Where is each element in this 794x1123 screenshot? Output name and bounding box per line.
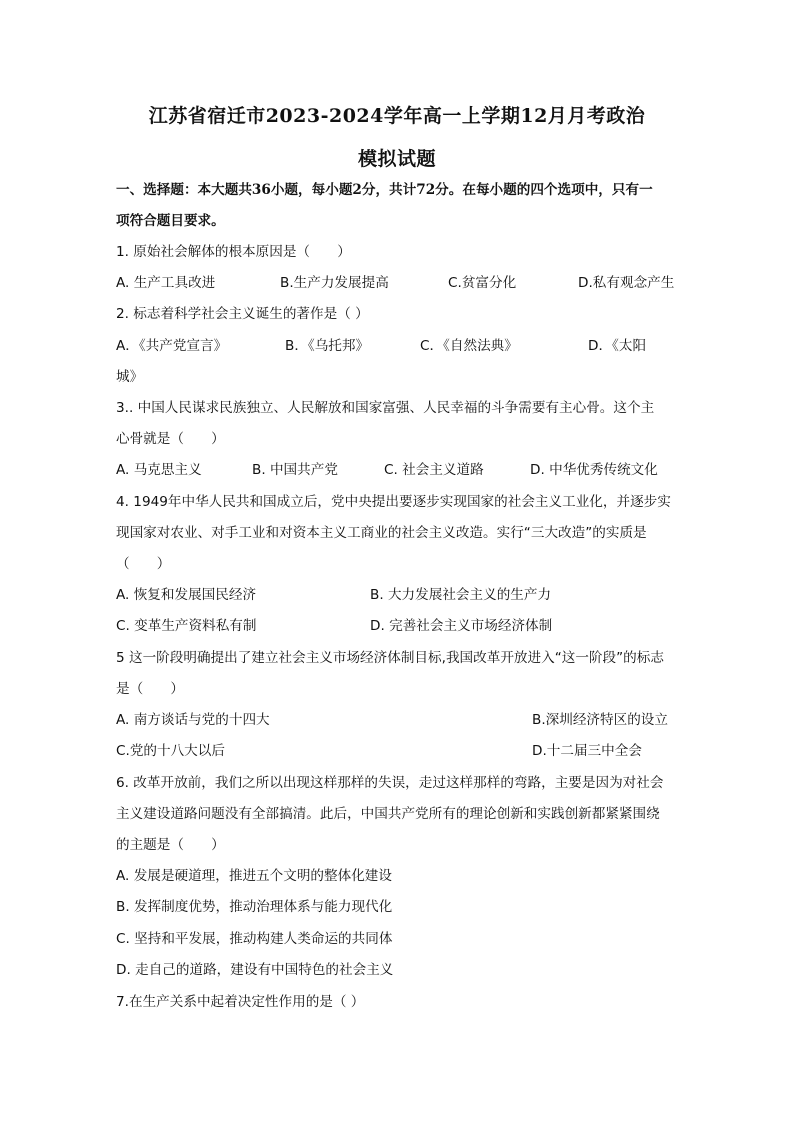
- question-5-option-a: A. 南方谈话与党的十四大: [116, 712, 270, 728]
- section-heading-cont: 项符合题目要求。: [116, 213, 225, 229]
- question-2-stem: 2. 标志着科学社会主义诞生的著作是（ ）: [116, 306, 369, 322]
- question-3-option-a: A. 马克思主义: [116, 462, 202, 478]
- question-2-option-b: B．《乌托邦》: [285, 338, 370, 354]
- question-4-option-d: D. 完善社会主义市场经济体制: [370, 618, 553, 634]
- question-5-stem: 5 这一阶段明确提出了建立社会主义市场经济体制目标,我国改革开放进入“这一阶段”的标志: [116, 650, 664, 666]
- section-heading: 一、选择题：本大题共36小题，每小题2分，共计72分。在每小题的四个选项中，只有一: [116, 182, 653, 198]
- question-6-option-a: A. 发展是硬道理，推进五个文明的整体化建设: [116, 868, 392, 884]
- question-3-stem: 3.. 中国人民谋求民族独立、人民解放和国家富强、人民幸福的斗争需要有主心骨。这个主: [116, 400, 655, 416]
- question-7-stem: 7.在生产关系中起着决定性作用的是（ ）: [116, 994, 365, 1010]
- question-1-option-d: D.私有观念产生: [578, 275, 675, 291]
- question-4-stem-cont: 现国家对农业、对手工业和对资本主义工商业的社会主义改造。实行“三大改造”的实质是: [116, 525, 647, 541]
- question-4-option-c: C. 变革生产资料私有制: [116, 618, 257, 634]
- question-1-stem: 1. 原始社会解体的根本原因是（ ）: [116, 244, 351, 260]
- question-6-stem: 6. 改革开放前，我们之所以出现这样那样的失误，走过这样那样的弯路，主要是因为对社会: [116, 775, 664, 791]
- question-4-option-a: A. 恢复和发展国民经济: [116, 587, 257, 603]
- question-3-option-d: D. 中华优秀传统文化: [530, 462, 658, 478]
- question-3-option-c: C. 社会主义道路: [384, 462, 484, 478]
- question-2-option-a: A．《共产党宣言》: [116, 338, 228, 354]
- question-1-option-a: A. 生产工具改进: [116, 275, 216, 291]
- question-5-option-b: B.深圳经济特区的设立: [532, 712, 668, 728]
- question-6-stem-cont-2: 的主题是（ ）: [116, 837, 225, 853]
- question-5-option-d: D.十二届三中全会: [532, 743, 642, 759]
- question-2-option-d: D．《太阳: [588, 338, 647, 354]
- question-4-stem-blank: （ ）: [116, 556, 171, 572]
- question-4-option-b: B. 大力发展社会主义的生产力: [370, 587, 552, 603]
- question-6-option-b: B. 发挥制度优势，推动治理体系与能力现代化: [116, 899, 393, 915]
- question-6-option-d: D. 走自己的道路，建设有中国特色的社会主义: [116, 962, 394, 978]
- question-2-option-c: C．《自然法典》: [420, 338, 518, 354]
- question-6-stem-cont: 主义建设道路问题没有全部搞清。此后，中国共产党所有的理论创新和实践创新都紧紧围绕: [116, 806, 660, 822]
- question-5-option-c: C.党的十八大以后: [116, 743, 225, 759]
- question-1-option-c: C.贫富分化: [448, 275, 517, 291]
- document-title: 江苏省宿迁市2023-2024学年高一上学期12月月考政治: [148, 105, 646, 127]
- question-6-option-c: C. 坚持和平发展，推动构建人类命运的共同体: [116, 931, 393, 947]
- question-3-stem-cont: 心骨就是（ ）: [116, 431, 225, 447]
- document-subtitle: 模拟试题: [357, 148, 436, 170]
- question-3-option-b: B. 中国共产党: [252, 462, 338, 478]
- question-1-option-b: B.生产力发展提高: [280, 275, 389, 291]
- question-2-option-d-cont: 城》: [116, 369, 144, 385]
- question-5-stem-cont: 是（ ）: [116, 681, 184, 697]
- question-4-stem: 4. 1949年中华人民共和国成立后，党中央提出要逐步实现国家的社会主义工业化，并逐步实: [116, 494, 671, 510]
